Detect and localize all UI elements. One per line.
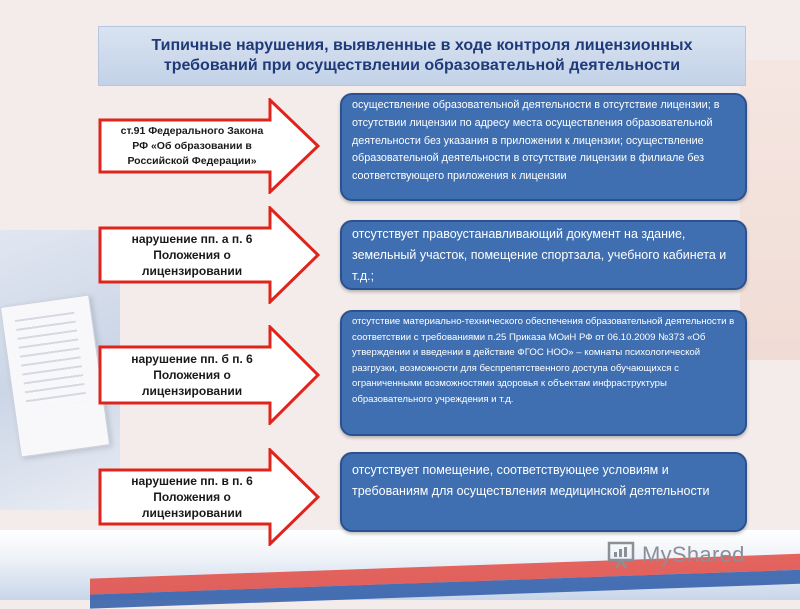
arrow-row-1: [98, 98, 320, 194]
title-banner: [98, 26, 746, 86]
myshared-logo[interactable]: [606, 538, 745, 572]
info-text: отсутствует правоустанавливающий документ на здание, земельный участок, помещение спортзала, учебного кабинета и т.д.;: [352, 227, 727, 283]
info-text: отсутствие материально-технического обеспечения образовательной деятельности в соответствии с требованиями п.25 Приказа МОиН РФ от 06.10.2009 №373 «Об утверждении и введении в действие ФГОС НОО» – комнаты психологической разгрузки, возможности для беспрепятственного доступа обучающихся с ограниченными возможностями здоровья к объектам инфраструктуры образовательного учреждения и т.д.: [352, 316, 735, 405]
arrow-row-3: [98, 325, 320, 425]
arrow-row-2: [98, 206, 320, 304]
arrow-label: нарушение пп. б п. 6 Положения о лицензировании: [131, 352, 253, 398]
info-text: осуществление образовательной деятельности в отсутствие лицензии; в отсутствии лицензии по адресу места осуществления образовательной деятельности без указания в приложении к лицензии; осуществление образовательной деятельности в отсутствие лицензии в филиале без соответствующего приложения к лицензии: [352, 99, 720, 183]
info-text: отсутствует помещение, соответствующее условиям и требованиям для осуществления медицинской деятельности: [352, 463, 710, 498]
arrow-label: нарушение пп. а п. 6 Положения о лицензировании: [131, 232, 253, 278]
info-box-row-3: [340, 310, 747, 436]
info-box-row-4: [340, 452, 747, 532]
arrow-label: ст.91 Федерального Закона РФ «Об образовании в Российской Федерации»: [120, 124, 264, 167]
info-box-row-2: [340, 220, 747, 290]
info-box-row-1: [340, 93, 747, 201]
arrow-row-4: [98, 448, 320, 546]
logo-text: MyShared: [642, 542, 745, 567]
presentation-icon: [606, 540, 636, 570]
background-panel-right: [740, 60, 800, 360]
page-title: Типичные нарушения, выявленные в ходе контроля лицензионных требований при осуществлении образовательной деятельности: [151, 37, 693, 74]
arrow-label: нарушение пп. в п. 6 Положения о лицензировании: [131, 474, 253, 520]
